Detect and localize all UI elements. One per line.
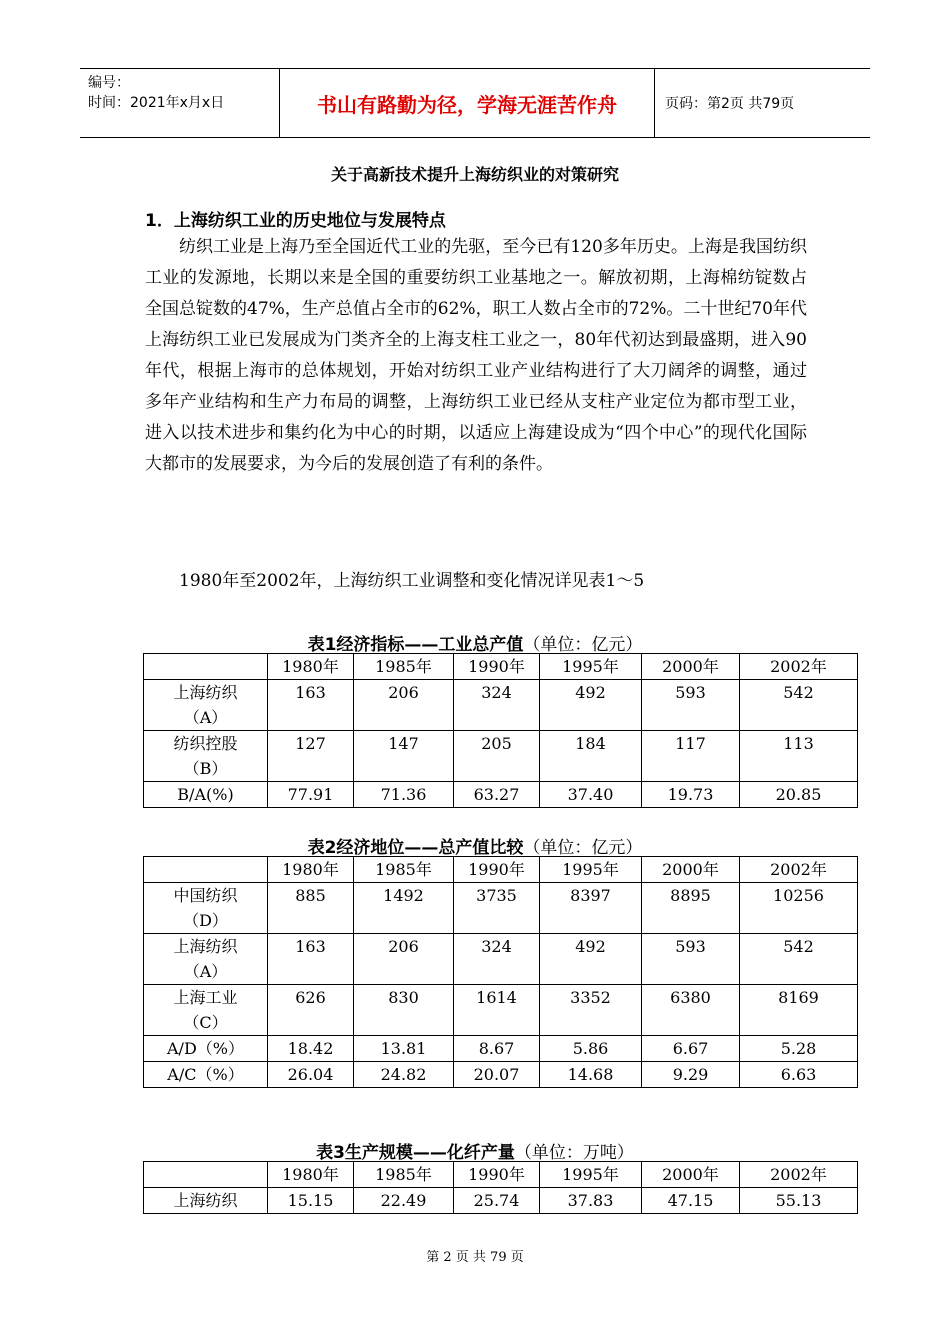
row-label: 上海纺织 bbox=[144, 1188, 268, 1214]
value-cell: 37.40 bbox=[540, 782, 642, 808]
table-1-caption bbox=[0, 630, 950, 655]
year-header: 1990年 bbox=[454, 1162, 540, 1188]
row-label: 纺织控股 （B） bbox=[144, 731, 268, 782]
row-label: A/C（%） bbox=[144, 1062, 268, 1088]
year-header: 2002年 bbox=[740, 654, 858, 680]
time-label: 时间：2021年x月x日 bbox=[88, 95, 225, 111]
table-row bbox=[144, 1188, 858, 1214]
value-cell: 593 bbox=[642, 680, 740, 731]
value-cell: 127 bbox=[268, 731, 354, 782]
value-cell: 26.04 bbox=[268, 1062, 354, 1088]
table-3 bbox=[143, 1161, 858, 1214]
value-cell: 1614 bbox=[454, 985, 540, 1036]
value-cell: 626 bbox=[268, 985, 354, 1036]
table-row bbox=[144, 934, 858, 985]
year-header: 1980年 bbox=[268, 654, 354, 680]
value-cell: 8169 bbox=[740, 985, 858, 1036]
value-cell: 206 bbox=[354, 934, 454, 985]
table-2 bbox=[143, 856, 858, 1088]
document-title: 关于高新技术提升上海纺织业的对策研究 bbox=[330, 165, 619, 184]
row-label: 上海纺织 （A） bbox=[144, 934, 268, 985]
table-caption-unit: （单位：亿元） bbox=[523, 838, 643, 858]
value-cell: 8397 bbox=[540, 883, 642, 934]
value-cell: 8895 bbox=[642, 883, 740, 934]
row-label: 上海工业 （C） bbox=[144, 985, 268, 1036]
value-cell: 5.28 bbox=[740, 1036, 858, 1062]
table-row bbox=[144, 1062, 858, 1088]
section-heading: 1．上海纺织工业的历史地位与发展特点 bbox=[145, 211, 446, 231]
value-cell: 3735 bbox=[454, 883, 540, 934]
value-cell: 47.15 bbox=[642, 1188, 740, 1214]
year-header: 1995年 bbox=[540, 857, 642, 883]
table-row bbox=[144, 985, 858, 1036]
value-cell: 25.74 bbox=[454, 1188, 540, 1214]
header-page-info: 页码：第2页 共79页 bbox=[665, 96, 795, 112]
table-caption-unit: （单位：亿元） bbox=[523, 635, 643, 655]
year-header: 2000年 bbox=[642, 1162, 740, 1188]
year-header: 2002年 bbox=[740, 1162, 858, 1188]
value-cell: 3352 bbox=[540, 985, 642, 1036]
table-row bbox=[144, 1036, 858, 1062]
row-label: 中国纺织 （D） bbox=[144, 883, 268, 934]
body-paragraph-1: 纺织工业是上海乃至全国近代工业的先驱，至今已有120多年历史。上海是我国纺织工业的发源地，长期以来是全国的重要纺织工业基地之一。解放初期，上海棉纺锭数占全国总锭数的47%，生产总值占全市的62%，职工人数占全市的72%。二十世纪70年代上海纺织工业已发展成为门类齐全的上海支柱工业之一，80年代初达到最盛期，进入90年代，根据上海市的总体规划，开始对纺织工业产业结构进行了大刀阔斧的调整，通过多年产业结构和生产力布局的调整，上海纺织工业已经从支柱产业定位为都市型工业，进入以技术进步和集约化为中心的时期，以适应上海建设成为“四个中心”的现代化国际大都市的发展要求，为今后的发展创造了有利的条件。 bbox=[145, 237, 807, 474]
table-2-caption bbox=[0, 833, 950, 858]
value-cell: 113 bbox=[740, 731, 858, 782]
table-row bbox=[144, 883, 858, 934]
table-header-row bbox=[144, 654, 858, 680]
value-cell: 324 bbox=[454, 934, 540, 985]
year-header: 1990年 bbox=[454, 654, 540, 680]
year-header: 1985年 bbox=[354, 857, 454, 883]
table-row bbox=[144, 731, 858, 782]
value-cell: 492 bbox=[540, 680, 642, 731]
table-caption-title: 表3生产规模——化纤产量 bbox=[316, 1143, 515, 1163]
value-cell: 63.27 bbox=[454, 782, 540, 808]
row-label: A/D（%） bbox=[144, 1036, 268, 1062]
year-header: 1995年 bbox=[540, 1162, 642, 1188]
year-header: 1995年 bbox=[540, 654, 642, 680]
body-paragraph-2: 1980年至2002年，上海纺织工业调整和变化情况详见表1～5 bbox=[179, 571, 645, 591]
page-footer: 第 2 页 共 79 页 bbox=[426, 1250, 524, 1265]
value-cell: 71.36 bbox=[354, 782, 454, 808]
table-row bbox=[144, 782, 858, 808]
value-cell: 6.67 bbox=[642, 1036, 740, 1062]
year-header: 1980年 bbox=[268, 1162, 354, 1188]
value-cell: 5.86 bbox=[540, 1036, 642, 1062]
table-row bbox=[144, 680, 858, 731]
table-1 bbox=[143, 653, 858, 808]
value-cell: 6.63 bbox=[740, 1062, 858, 1088]
table-caption-title: 表2经济地位——总产值比较 bbox=[307, 838, 524, 858]
corner-cell bbox=[144, 1162, 268, 1188]
corner-cell bbox=[144, 654, 268, 680]
value-cell: 542 bbox=[740, 934, 858, 985]
value-cell: 20.07 bbox=[454, 1062, 540, 1088]
value-cell: 184 bbox=[540, 731, 642, 782]
row-label: B/A(%) bbox=[144, 782, 268, 808]
year-header: 1985年 bbox=[354, 1162, 454, 1188]
value-cell: 830 bbox=[354, 985, 454, 1036]
header-meta bbox=[80, 69, 280, 137]
value-cell: 37.83 bbox=[540, 1188, 642, 1214]
value-cell: 163 bbox=[268, 934, 354, 985]
value-cell: 6380 bbox=[642, 985, 740, 1036]
value-cell: 8.67 bbox=[454, 1036, 540, 1062]
value-cell: 22.49 bbox=[354, 1188, 454, 1214]
value-cell: 15.15 bbox=[268, 1188, 354, 1214]
value-cell: 163 bbox=[268, 680, 354, 731]
year-header: 2000年 bbox=[642, 857, 740, 883]
year-header: 1985年 bbox=[354, 654, 454, 680]
value-cell: 117 bbox=[642, 731, 740, 782]
value-cell: 147 bbox=[354, 731, 454, 782]
year-header: 1990年 bbox=[454, 857, 540, 883]
value-cell: 24.82 bbox=[354, 1062, 454, 1088]
value-cell: 206 bbox=[354, 680, 454, 731]
table-header-row bbox=[144, 1162, 858, 1188]
value-cell: 18.42 bbox=[268, 1036, 354, 1062]
value-cell: 205 bbox=[454, 731, 540, 782]
value-cell: 10256 bbox=[740, 883, 858, 934]
value-cell: 9.29 bbox=[642, 1062, 740, 1088]
value-cell: 13.81 bbox=[354, 1036, 454, 1062]
value-cell: 1492 bbox=[354, 883, 454, 934]
value-cell: 77.91 bbox=[268, 782, 354, 808]
value-cell: 593 bbox=[642, 934, 740, 985]
value-cell: 55.13 bbox=[740, 1188, 858, 1214]
value-cell: 14.68 bbox=[540, 1062, 642, 1088]
value-cell: 542 bbox=[740, 680, 858, 731]
year-header: 2000年 bbox=[642, 654, 740, 680]
page-header bbox=[80, 68, 870, 138]
value-cell: 19.73 bbox=[642, 782, 740, 808]
table-caption-unit: （单位：万吨） bbox=[514, 1143, 634, 1163]
number-label: 编号： bbox=[88, 75, 130, 91]
header-motto: 书山有路勤为径，学海无涯苦作舟 bbox=[280, 69, 655, 137]
value-cell: 324 bbox=[454, 680, 540, 731]
value-cell: 492 bbox=[540, 934, 642, 985]
year-header: 2002年 bbox=[740, 857, 858, 883]
table-3-caption bbox=[0, 1138, 950, 1163]
value-cell: 20.85 bbox=[740, 782, 858, 808]
table-header-row bbox=[144, 857, 858, 883]
year-header: 1980年 bbox=[268, 857, 354, 883]
value-cell: 885 bbox=[268, 883, 354, 934]
table-caption-title: 表1经济指标——工业总产值 bbox=[307, 635, 524, 655]
corner-cell bbox=[144, 857, 268, 883]
row-label: 上海纺织 （A） bbox=[144, 680, 268, 731]
